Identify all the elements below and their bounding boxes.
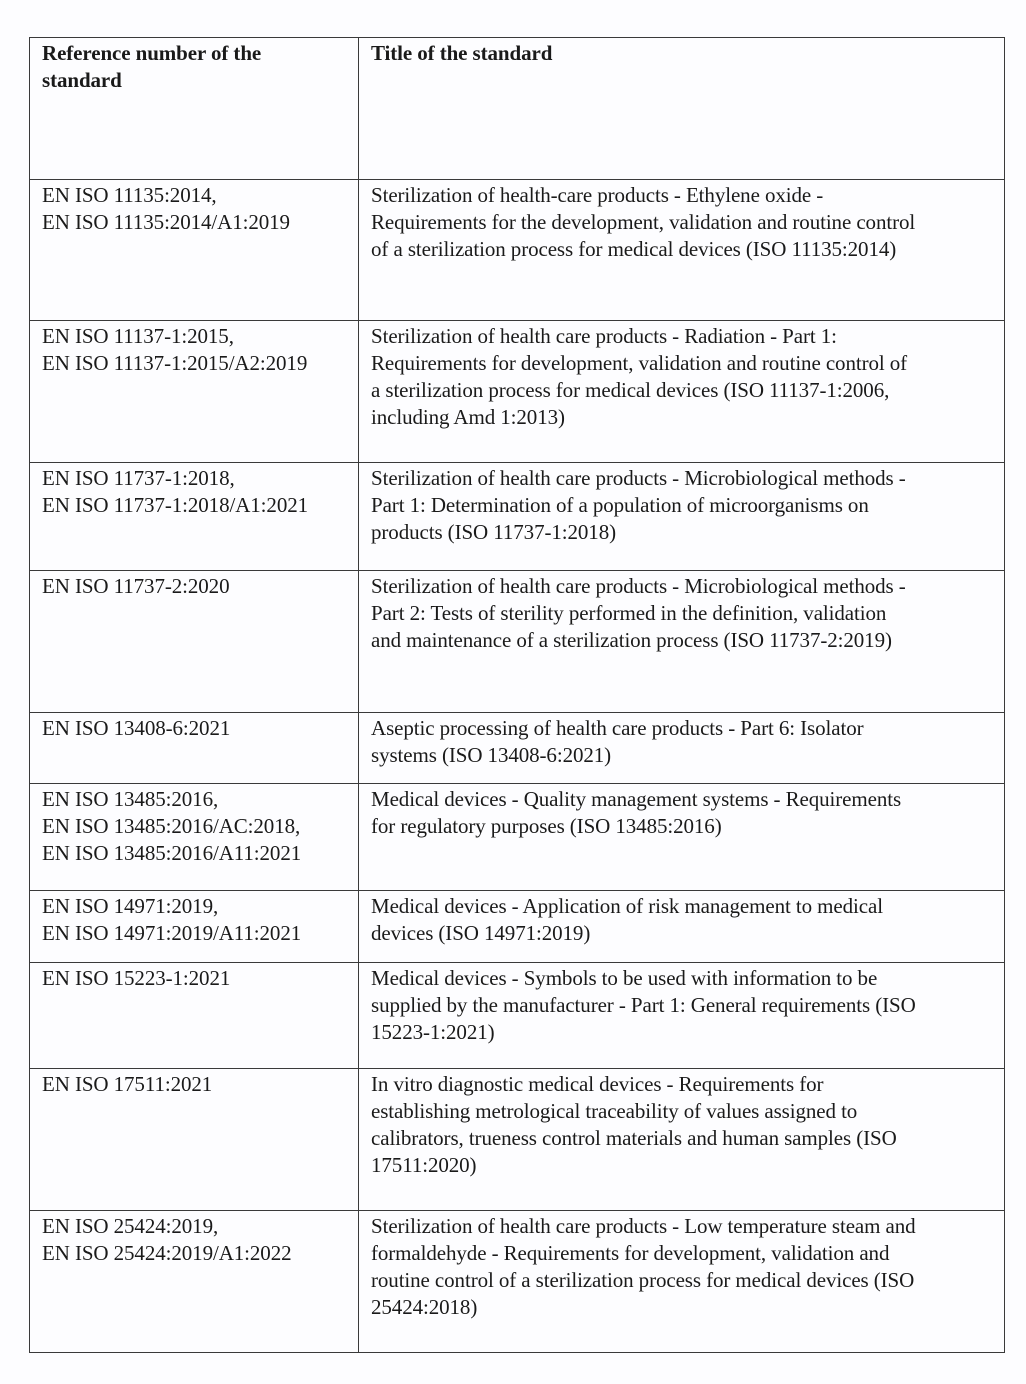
reference-cell: EN ISO 13485:2016, EN ISO 13485:2016/AC:2018, EN ISO 13485:2016/A11:2021	[30, 784, 359, 891]
table-row	[30, 963, 1005, 1069]
title-cell: Medical devices - Symbols to be used with information to be supplied by the manufacturer - Part 1: General requirements (ISO 15223-1:2021)	[359, 963, 1005, 1069]
title-cell: Sterilization of health care products - Radiation - Part 1: Requirements for development, validation and routine control of a sterilization process for medical devices (ISO 11137-1:2006, including Amd 1:2013)	[359, 321, 1005, 463]
reference-cell: EN ISO 13408-6:2021	[30, 713, 359, 784]
reference-cell: EN ISO 11137-1:2015, EN ISO 11137-1:2015/A2:2019	[30, 321, 359, 463]
header-title: Title of the standard	[359, 38, 1005, 180]
title-cell: In vitro diagnostic medical devices - Requirements for establishing metrological traceability of values assigned to calibrators, trueness control materials and human samples (ISO 17511:2020)	[359, 1069, 1005, 1211]
title-cell: Sterilization of health care products - Microbiological methods - Part 2: Tests of sterility performed in the definition, validation and maintenance of a sterilization process (ISO 11737-2:2019)	[359, 571, 1005, 713]
reference-cell: EN ISO 11737-2:2020	[30, 571, 359, 713]
table-row	[30, 784, 1005, 891]
reference-cell: EN ISO 25424:2019, EN ISO 25424:2019/A1:2022	[30, 1211, 359, 1353]
table-row	[30, 463, 1005, 571]
table-row	[30, 713, 1005, 784]
reference-cell: EN ISO 11737-1:2018, EN ISO 11737-1:2018/A1:2021	[30, 463, 359, 571]
table-row	[30, 180, 1005, 321]
table-header-row	[30, 38, 1005, 180]
table-row	[30, 1069, 1005, 1211]
standards-table	[29, 37, 1005, 1353]
title-cell: Medical devices - Application of risk management to medical devices (ISO 14971:2019)	[359, 891, 1005, 963]
header-reference-number: Reference number of the standard	[30, 38, 359, 180]
title-cell: Sterilization of health-care products - Ethylene oxide - Requirements for the development, validation and routine control of a sterilization process for medical devices (ISO 11135:2014)	[359, 180, 1005, 321]
reference-cell: EN ISO 14971:2019, EN ISO 14971:2019/A11:2021	[30, 891, 359, 963]
title-cell: Sterilization of health care products - Low temperature steam and formaldehyde - Requirements for development, validation and routine control of a sterilization process for medical devices (ISO 25424:2018)	[359, 1211, 1005, 1353]
reference-cell: EN ISO 17511:2021	[30, 1069, 359, 1211]
table-row	[30, 321, 1005, 463]
table-row	[30, 1211, 1005, 1353]
reference-cell: EN ISO 15223-1:2021	[30, 963, 359, 1069]
table-row	[30, 571, 1005, 713]
title-cell: Sterilization of health care products - Microbiological methods - Part 1: Determination of a population of microorganisms on products (ISO 11737-1:2018)	[359, 463, 1005, 571]
table-row	[30, 891, 1005, 963]
title-cell: Medical devices - Quality management systems - Requirements for regulatory purposes (ISO 13485:2016)	[359, 784, 1005, 891]
title-cell: Aseptic processing of health care products - Part 6: Isolator systems (ISO 13408-6:2021)	[359, 713, 1005, 784]
reference-cell: EN ISO 11135:2014, EN ISO 11135:2014/A1:2019	[30, 180, 359, 321]
